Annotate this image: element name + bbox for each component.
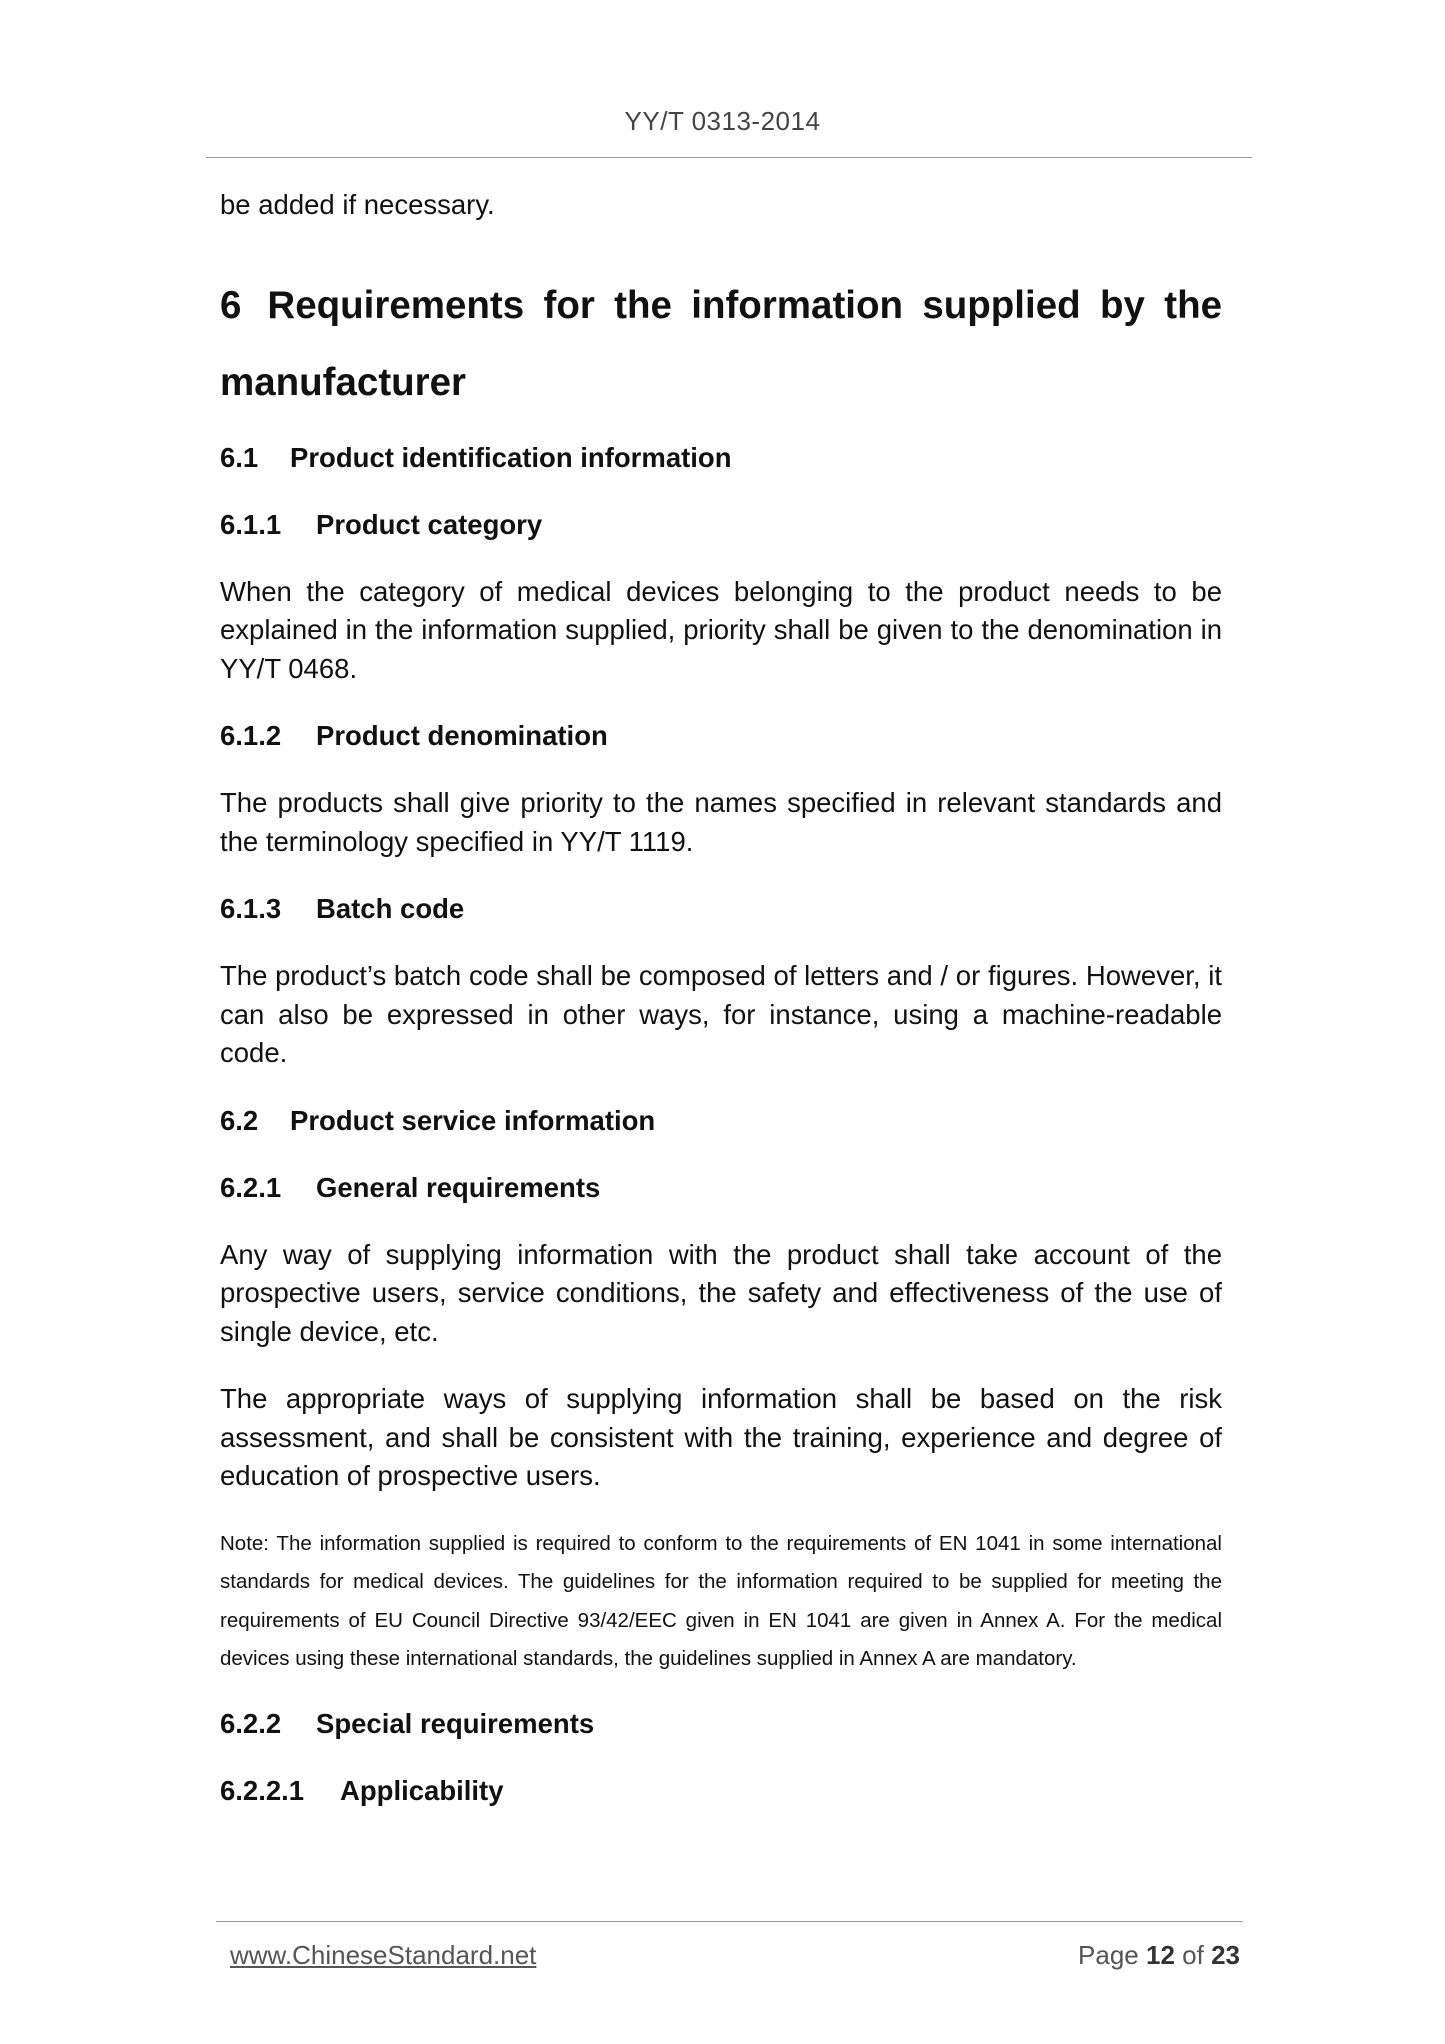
section-6-1-3-heading [220,890,1222,928]
section-number: 6.1.2 [220,720,282,751]
footer-divider [216,1921,1243,1922]
section-6-heading [220,267,1222,421]
header-doc-code: YY/T 0313-2014 [624,106,821,136]
section-title: Applicability [340,1774,504,1806]
section-number: 6.2.2 [220,1707,282,1739]
paragraph: The product’s batch code shall be composed of letters and / or figures. However, it can also be expressed in other ways, for instance, using a machine-readable code. [220,960,1222,1068]
section-number: 6.1.1 [220,508,282,540]
paragraph: When the category of medical devices belonging to the product needs to be explained in the information supplied, priority shall be given to the denomination in YY/T 0468. [220,575,1222,684]
section-number: 6.2 [220,1104,259,1136]
paragraph: Any way of supplying information with the product shall take account of the prospective users, service conditions, the safety and effectiveness of the use of single device, etc. [220,1238,1222,1347]
section-title: Product identification information [290,441,732,473]
section-number: 6.1.3 [220,893,282,924]
section-title: Batch code [316,893,465,924]
section-number: 6 [220,283,242,327]
section-number: 6.2.1 [220,1171,282,1203]
section-title: Requirements for the information supplied by the manufacturer [220,283,1222,404]
section-title: Product category [316,508,543,540]
page-current: 12 [1146,1940,1175,1970]
section-title: Product service information [290,1104,656,1136]
page-of: of [1182,1940,1204,1970]
section-6-2-2-1-heading [220,1772,1222,1810]
section-title: Product denomination [316,720,608,751]
section-6-1-1-heading [220,506,1222,544]
section-6-2-heading [220,1102,1222,1140]
header-divider [206,157,1252,158]
page-prefix: Page [1078,1940,1139,1970]
page-content [220,186,1222,1839]
website-link[interactable]: www.ChineseStandard.net [230,1940,537,1970]
section-title: General requirements [316,1171,601,1203]
paragraph: The products shall give priority to the names specified in relevant standards and the terminology specified in YY/T 1119. [220,787,1222,857]
page-number [1078,1940,1240,1971]
note-text: Note: The information supplied is required to conform to the requirements of EN 1041 in some international standards for medical devices. The guidelines for the information required to be supplied for meeting the requirements of EU Council Directive 93/42/EEC given in EN 1041 are given in Annex A. For the medical devices using these international standards, the guidelines supplied in Annex A are mandatory. [220,1531,1222,1670]
section-6-1-heading [220,439,1222,477]
paragraph: The appropriate ways of supplying information shall be based on the risk assessment, and shall be consistent with the training, experience and degree of education of prospective users. [220,1383,1222,1491]
section-number: 6.1 [220,441,259,473]
continuation-text: be added if necessary. [220,189,495,220]
section-title: Special requirements [316,1707,595,1739]
section-6-2-2-heading [220,1705,1222,1743]
section-6-1-2-heading [220,717,1222,755]
page-total: 23 [1211,1940,1240,1970]
section-6-2-1-heading [220,1169,1222,1207]
section-number: 6.2.2.1 [220,1774,305,1806]
